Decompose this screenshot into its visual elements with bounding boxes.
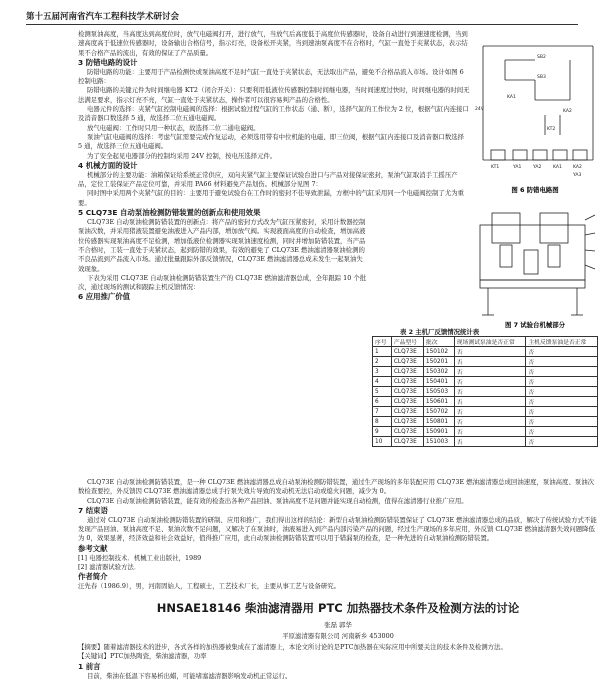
table-cell: 否 bbox=[526, 407, 598, 417]
table-cell: 否 bbox=[454, 367, 526, 377]
table-cell: CLQ73E bbox=[391, 357, 423, 367]
references-heading: 参考文献 bbox=[78, 543, 108, 553]
paragraph: CLQ73E 自动泵油检测防错装置的创新点：将产品的密封方式改为气缸压紧密封，采用计数器控制泵油次数，并采用猪液装置避免油液进入产品内部，增加放气阀。实现液面高度的自动检查，增加高液位传感器实现泵油高度不足检测，增加低液位检测器实现泵油速度检测，同时并增加防错装置，当产品不合格时，工装一直处于夹紧状态，起到防错的效果，有效的避免了 CLQ73E 燃油滤清器泵油检测的不良品流到产品流入市场。通过批量跟踪外部反馈情况，CLQ73E 燃油滤清器总成未发生一起泵油失效现象。 bbox=[78, 218, 366, 273]
table-row bbox=[373, 347, 598, 357]
circuit-label: SB2 bbox=[537, 55, 546, 60]
paragraph: 同时图中采用两个夹紧气缸的目的：主要用于避免试验台在工作时的密封不佳导致泄漏，方框中的气缸采用同一个电磁阀控制了尤为重要。 bbox=[78, 189, 464, 207]
paragraph: 泵油气缸电磁阀的选择：考虑气缸需要完成作复运动，必须选用带有中位机能的电磁、即三位阀，根据气缸内连接口及消音器口数选择 5 通，故选择三位五通电磁阀。 bbox=[78, 132, 464, 151]
paragraph: CLQ73E 自动泵油检测防错装置，能有效的检查出各种产品回油、泵油高度不足问题并能实现自动检测，值得在滤清器行业推广应用。 bbox=[86, 496, 468, 505]
circuit-label: YA1 bbox=[513, 165, 522, 170]
section-heading: 6 应用推广价值 bbox=[78, 292, 131, 302]
table-cell: 150201 bbox=[423, 357, 454, 367]
table-cell: 150601 bbox=[423, 397, 454, 407]
table-cell: 否 bbox=[526, 427, 598, 437]
table-row bbox=[373, 427, 598, 437]
table-2-caption: 表 2 主机厂反馈情况统计表 bbox=[400, 328, 480, 336]
section-heading: 3 防错电路的设计 bbox=[78, 57, 138, 67]
abstract: 【摘要】随着滤清器技术的进步，各式各样的加热器被集成在了滤清器上，本论文所讨论的是PTC加热器在实际应用中所要关注的技术条件及检测方法。 bbox=[78, 643, 507, 651]
lower-text-block bbox=[78, 478, 600, 592]
circuit-label: KT1 bbox=[491, 165, 500, 170]
table-cell: 否 bbox=[526, 367, 598, 377]
table-cell: 否 bbox=[454, 397, 526, 407]
author-heading: 作者简介 bbox=[78, 572, 108, 582]
table-cell: 否 bbox=[454, 407, 526, 417]
table-cell: 3 bbox=[373, 367, 392, 377]
page-header: 第十五届河南省汽车工程科技学术研讨会 bbox=[26, 10, 578, 25]
figure-7-mechanical-drawing bbox=[470, 205, 600, 330]
table-cell: CLQ73E bbox=[391, 417, 423, 427]
section-heading: 1 前言 bbox=[78, 661, 101, 671]
table-cell: CLQ73E bbox=[391, 427, 423, 437]
table-row bbox=[373, 407, 598, 417]
figure-6-circuit-diagram bbox=[475, 40, 600, 198]
table-row bbox=[373, 397, 598, 407]
table-cell: 否 bbox=[526, 377, 598, 387]
figure-6-caption: 图 6 防错电路图 bbox=[511, 186, 559, 194]
reference-item: [1] 电器控制技术．机械工业出版社，1989 bbox=[78, 553, 202, 562]
table-cell: 150901 bbox=[423, 427, 454, 437]
table-row bbox=[373, 387, 598, 397]
table-row bbox=[373, 417, 598, 427]
table-cell: CLQ73E bbox=[391, 367, 423, 377]
table-cell: 否 bbox=[454, 417, 526, 427]
article-2-authors: 张磊 郭华 bbox=[324, 621, 352, 629]
table-cell: 否 bbox=[454, 357, 526, 367]
table-cell: 150401 bbox=[423, 377, 454, 387]
table-cell: 4 bbox=[373, 377, 392, 387]
table-row bbox=[373, 357, 598, 367]
table-cell: 10 bbox=[373, 437, 392, 447]
table-header-row bbox=[373, 337, 598, 347]
main-text-column bbox=[78, 30, 470, 302]
paragraph: 为了安全起见电器部分的控制均采用 24V 控制，按电压选择元件。 bbox=[86, 151, 277, 160]
table-cell: 否 bbox=[454, 387, 526, 397]
section-heading: 4 机械方面的设计 bbox=[78, 160, 138, 170]
circuit-label: 24V bbox=[475, 107, 484, 112]
table-row bbox=[373, 367, 598, 377]
table-cell: CLQ73E bbox=[391, 377, 423, 387]
paragraph: 防错电路的关键元件为时间继电器 KT2（闭合开关）：只要利用低液位传感器控制时间继电器，当时间速度过快时，时间继电器的时间无法满足要求，指示灯亮不亮，气缸一直处于夹紧状态，操作者可以很容易判产品的合格性。 bbox=[78, 86, 470, 104]
section-heading: 5 CLQ73E 自动泵油检测防错装置的创新点和使用效果 bbox=[78, 208, 261, 218]
paragraph: 放气电磁阀：工作时只用一种状态，故选择二位二通电磁阀。 bbox=[86, 123, 260, 132]
table-cell: CLQ73E bbox=[391, 347, 423, 357]
paragraph: 下表为采用 CLQ73E 自动泵油检测防错装置生产的 CLQ73E 燃油滤清器总成，全年跟踪 10 个批次，通过现场的测试和跟踪主机反馈情况： bbox=[78, 273, 367, 292]
table-cell: 否 bbox=[526, 437, 598, 447]
column-header: 序号 bbox=[373, 337, 392, 347]
paragraph: 检测泵油高度，当高度达到高度位时，放气电磁阀打开，进行放气，当放气后高度低于高度位传感器时，设备自动进行到速速度检测，当到速高度高于低速位传感器时，设备输出合格信号，指示灯亮，设备松开夹紧，当到速油泵高度不在合格时，气缸一直处于夹紧状态，表示结果不合格产品的流出，有效的保证了产品质量。 bbox=[78, 30, 468, 57]
table-cell: CLQ73E bbox=[391, 407, 423, 417]
table-2-feedback bbox=[372, 336, 598, 447]
table-cell: 2 bbox=[373, 357, 392, 367]
column-header: 主机反馈泵油是否正常 bbox=[526, 337, 598, 347]
table-cell: CLQ73E bbox=[391, 437, 423, 447]
table-cell: 否 bbox=[526, 357, 598, 367]
paragraph: 电器元件的选择：夹紧气缸控制电磁阀的选择：根据试验过程气缸的工作状态（通、断），选择气缸的工作位为 2 位，根据气缸内连接口及消音器口数选择 5 通，故选择二位五通电磁阀。 bbox=[78, 105, 469, 123]
circuit-label: KA2 bbox=[573, 165, 582, 170]
circuit-label: KA1 bbox=[507, 95, 516, 100]
table-cell: 1 bbox=[373, 347, 392, 357]
circuit-label: KA1 bbox=[553, 165, 562, 170]
section-heading: 7 结束语 bbox=[78, 505, 108, 515]
column-header: 批次 bbox=[423, 337, 454, 347]
figure-7-caption: 图 7 试验台机械部分 bbox=[504, 321, 566, 329]
table-cell: 否 bbox=[454, 377, 526, 387]
table-cell: 9 bbox=[373, 427, 392, 437]
table-row bbox=[373, 377, 598, 387]
table-cell: 8 bbox=[373, 417, 392, 427]
author-bio: 汪先春（1986.9），男，河南固始人，工程硕士，工艺技术厂长，主要从事工艺与设备研究。 bbox=[78, 582, 341, 591]
circuit-label: KT2 bbox=[547, 127, 556, 132]
table-cell: 150302 bbox=[423, 367, 454, 377]
circuit-label: KA2 bbox=[563, 109, 572, 114]
keywords: 【关键词】PTC加热陶瓷，柴油滤清器，功率 bbox=[78, 652, 207, 661]
table-cell: CLQ73E bbox=[391, 397, 423, 407]
article-2-affiliation: 平原滤清器有限公司 河南新乡 453000 bbox=[282, 632, 394, 640]
paragraph: 通过对 CLQ73E 自动泵油检测防错装置的研制、应用和推广，我们得出这样的结论：新型自动泵油检测防错装置保证了 CLQ73E 燃油滤清器总成的品质，解决了传统试验方式不能发现产品回油、泵油高度不足、泵油次数不足问题，又解决了在泵油时，油液易进入到产品内部污染产品的问题，经过生产现场的多年应用，外反馈 CLQ73E 燃油滤清器失效问题降低为 0，效果显著，经济效益和社会效益好，值得推广应用，此自动泵油检测防错装置可以用于错漏泵的检查，是一种先进的自动泵油检测防错装置。 bbox=[78, 515, 597, 543]
paragraph: 防错电路的功能：主要用于产品检测快或泵油高度不足时气缸一直处于夹紧状态，无法取出产品，避免不合格品流入市场。设计如图 6 控制电路： bbox=[78, 67, 464, 86]
table-cell: 否 bbox=[526, 417, 598, 427]
paragraph: 机械部分的主要功能：油箱保证给系统正常供应，双向夹紧气缸主要保证试验台进口与产品对接保证密封，泵油气缸取消手工摇压产品，定位工装保证产品定位可靠，并采用 PA66 材料避免产品划伤。机械部分见图 7： bbox=[78, 170, 458, 189]
paragraph: CLQ73E 自动泵油检测防错装置，是一种 CLQ73E 燃油滤清器总成自动泵油检测防错装置，通过生产现场的多年装配应用 CLQ73E 燃油滤清器总成回油速度，泵油高度、泵油次数检查要控，外反馈因 CLQ73E 燃油滤清器总成手拧泵失效片导致的发动机无法启动或熄火问题，减少为 0。 bbox=[78, 478, 595, 496]
table-cell: 5 bbox=[373, 387, 392, 397]
circuit-label: SB3 bbox=[537, 75, 546, 80]
circuit-label: YA3 bbox=[573, 173, 582, 178]
column-header: 现场测试泵油是否正常 bbox=[454, 337, 526, 347]
table-cell: 151003 bbox=[423, 437, 454, 447]
reference-item: [2] 滤清器试验方法． bbox=[78, 563, 141, 572]
table-cell: 7 bbox=[373, 407, 392, 417]
table-cell: 150801 bbox=[423, 417, 454, 427]
table-cell: 6 bbox=[373, 397, 392, 407]
article-2-body bbox=[78, 643, 600, 681]
table-cell: 150702 bbox=[423, 407, 454, 417]
article-2-title: HNSAE18146 柴油滤清器用 PTC 加热器技术条件及检测方法的讨论 bbox=[156, 601, 520, 615]
column-header: 产品型号 bbox=[391, 337, 423, 347]
table-row bbox=[373, 437, 598, 447]
table-cell: 否 bbox=[454, 427, 526, 437]
paragraph: 目前，柴油在低温下容易析出蜡，可能堵塞滤清器影响发动机正常运行。 bbox=[86, 671, 292, 680]
table-cell: 150503 bbox=[423, 387, 454, 397]
circuit-label: YA2 bbox=[533, 165, 542, 170]
table-cell: 否 bbox=[526, 347, 598, 357]
table-cell: 否 bbox=[454, 347, 526, 357]
table-cell: 否 bbox=[526, 387, 598, 397]
table-cell: 否 bbox=[454, 437, 526, 447]
table-cell: CLQ73E bbox=[391, 387, 423, 397]
table-cell: 150102 bbox=[423, 347, 454, 357]
table-cell: 否 bbox=[526, 397, 598, 407]
